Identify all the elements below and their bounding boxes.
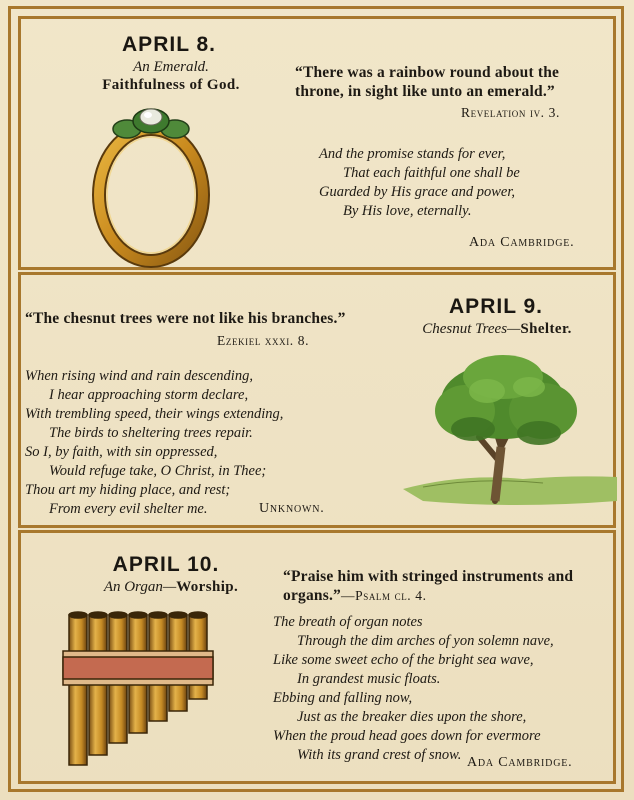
entry-theme: Worship. bbox=[176, 579, 239, 595]
emerald-ring-illustration bbox=[81, 99, 221, 269]
entry-author: Unknown. bbox=[259, 501, 325, 516]
poem-line: Through the dim arches of yon solemn nave, bbox=[297, 633, 554, 649]
poem-line: Thou art my hiding place, and rest; bbox=[25, 482, 231, 498]
entry-subtitle bbox=[397, 321, 597, 338]
poem-line: Ebbing and falling now, bbox=[273, 690, 413, 706]
entry-april-8 bbox=[18, 16, 616, 270]
poem-line: From every evil shelter me. bbox=[49, 501, 208, 517]
entry-author: Ada Cambridge. bbox=[467, 755, 573, 770]
poem-line: With trembling speed, their wings extending, bbox=[25, 406, 284, 422]
entry-author: Ada Cambridge. bbox=[469, 235, 575, 250]
poem-line: When rising wind and rain descending, bbox=[25, 368, 253, 384]
quote-text: “Praise him with stringed instruments and organs.” bbox=[283, 568, 574, 604]
poem-line: Just as the breaker dies upon the shore, bbox=[297, 709, 527, 725]
entry-reference: Ezekiel xxxi. 8. bbox=[217, 333, 310, 348]
entry-poem bbox=[273, 613, 554, 765]
poem-line: In grandest music floats. bbox=[297, 671, 441, 687]
poem-line: Guarded by His grace and power, bbox=[319, 184, 515, 200]
entry-april-9 bbox=[18, 272, 616, 528]
entry-april-10 bbox=[18, 530, 616, 784]
entry-quote: “The chesnut trees were not like his branches.” bbox=[25, 310, 346, 327]
poem-line: The breath of organ notes bbox=[273, 614, 423, 630]
entry-poem bbox=[319, 145, 520, 221]
poem-line: The birds to sheltering trees repair. bbox=[49, 425, 253, 441]
entry-quote: “There was a rainbow round about the throne, in sight like unto an emerald.” bbox=[295, 64, 560, 100]
entry-theme: Shelter. bbox=[520, 321, 572, 337]
poem-line: So I, by faith, with sin oppressed, bbox=[25, 444, 218, 460]
entry-poem bbox=[25, 367, 283, 519]
entry-reference: —Psalm cl. 4. bbox=[341, 588, 427, 603]
poem-line: And the promise stands for ever, bbox=[319, 146, 506, 162]
poem-line: By His love, eternally. bbox=[343, 203, 472, 219]
entry-subject: Chesnut Trees— bbox=[422, 321, 521, 337]
entry-date: APRIL 8. bbox=[122, 33, 216, 56]
poem-line: Like some sweet echo of the bright sea wave, bbox=[273, 652, 534, 668]
poem-line: That each faithful one shall be bbox=[343, 165, 520, 181]
poem-line: I hear approaching storm declare, bbox=[49, 387, 249, 403]
entry-quote bbox=[283, 567, 611, 605]
poem-line: With its grand crest of snow. bbox=[297, 747, 462, 763]
entry-date: APRIL 9. bbox=[449, 295, 543, 318]
entry-reference: Revelation iv. 3. bbox=[461, 105, 560, 120]
poem-line: Would refuge take, O Christ, in Thee; bbox=[49, 463, 267, 479]
entry-theme: Faithfulness of God. bbox=[102, 77, 240, 93]
entry-subject: An Emerald. bbox=[133, 59, 209, 75]
entry-subtitle bbox=[61, 579, 281, 596]
poem-line: When the proud head goes down for evermore bbox=[273, 728, 541, 744]
pan-pipes-illustration bbox=[61, 607, 221, 777]
entry-subject: An Organ— bbox=[103, 579, 177, 595]
chestnut-tree-illustration bbox=[403, 351, 617, 523]
entry-date: APRIL 10. bbox=[112, 553, 220, 576]
